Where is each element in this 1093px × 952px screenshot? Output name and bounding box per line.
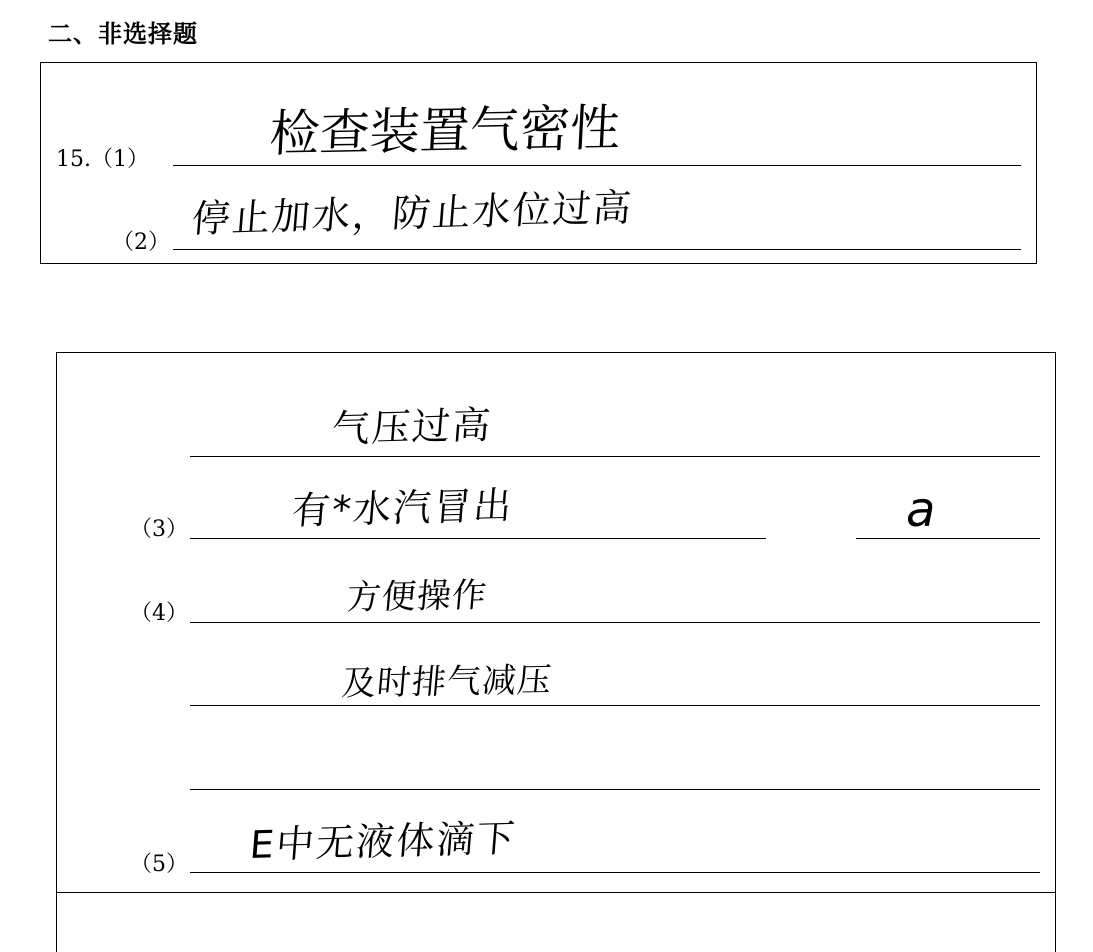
q15-part2-line: [173, 249, 1021, 250]
q15-part1-answer: 检查装置气密性: [268, 98, 622, 164]
part4-label: （4）: [130, 601, 188, 626]
section-title: 二、非选择题: [48, 20, 198, 48]
part5-line: [190, 872, 1040, 873]
q15-part2-label: （2）: [112, 230, 170, 255]
part3-answer: 有*水汽冒出: [290, 483, 516, 534]
part5-label: （5）: [130, 852, 188, 877]
answer-box-2: [56, 352, 1056, 952]
pressure-answer: 气压过高: [330, 402, 495, 452]
part3-extra-line: [856, 538, 1040, 539]
part4-line-2: [190, 705, 1040, 706]
part4-answer: 方便操作: [345, 575, 489, 619]
line-pressure: [190, 456, 1040, 457]
part5-answer: E中无液体滴下: [248, 816, 519, 868]
q15-part1-label: 15.（1）: [56, 147, 149, 172]
part4-answer-2: 及时排气减压: [340, 660, 554, 705]
part3-extra-answer: a: [906, 482, 936, 538]
part3-label: （3）: [130, 517, 188, 542]
q15-part2-answer: 停止加水，防止水位过高: [190, 185, 635, 242]
part4-line: [190, 622, 1040, 623]
box-divider: [56, 892, 1056, 893]
part3-line: [190, 538, 766, 539]
blank-line: [190, 789, 1040, 790]
